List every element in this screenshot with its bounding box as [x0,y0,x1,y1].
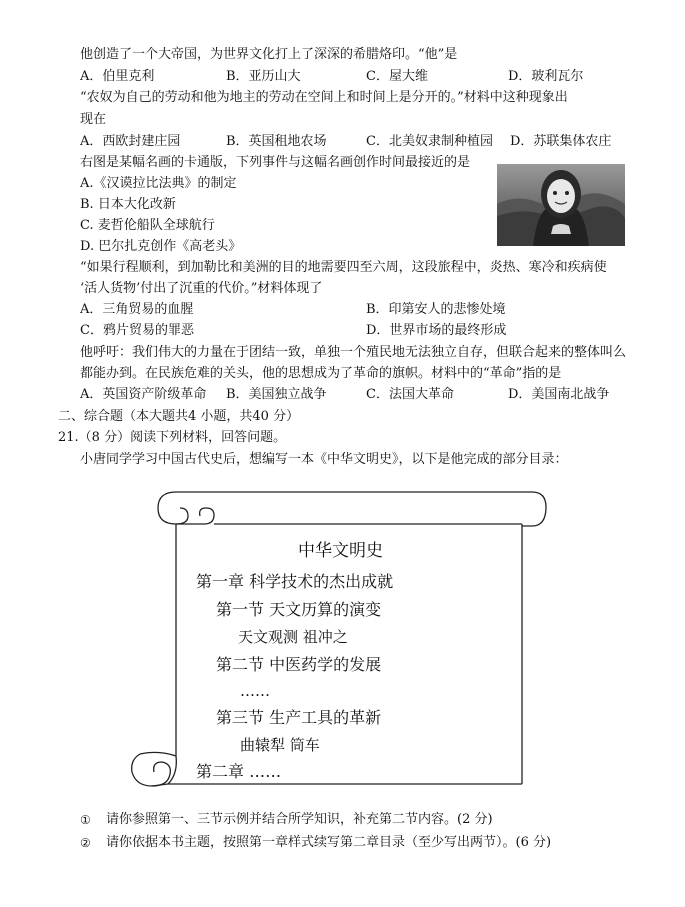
q19-stem-line2: ‘活人货物’付出了沉重的代价。”材料体现了 [80,281,323,296]
q16-option-d: D．玻利瓦尔 [508,69,584,84]
q19-option-b: B．印第安人的悲惨处境 [366,302,506,317]
q17-stem-line2: 现在 [80,112,107,127]
q17-stem-line1: “农奴为自己的劳动和他为地主的劳动在空间上和时间上是分开的。”材料中这种现象出 [80,90,568,105]
toc-section1-items: 天文观测 祖冲之 [238,628,348,646]
toc-section3-items: 曲辕犁 筒车 [240,736,320,754]
toc-section3: 第三节 生产工具的革新 [216,708,382,727]
scroll-title: 中华文明史 [298,541,383,561]
q16-stem: 他创造了一个大帝国，为世界文化打上了深深的希腊烙印。“他”是 [80,47,458,62]
q21-intro: 小唐同学学习中国古代史后，想编写一本《中华文明史》，以下是他完成的部分目录： [80,452,568,467]
q16-option-c: C．屋大维 [366,69,428,84]
q21-sub2-mark: ② [80,836,91,850]
q21-sub1: 请你参照第一、三节示例并结合所学知识，补充第二节内容。(2 分) [106,812,493,827]
q17-option-b: B．英国租地农场 [226,134,327,149]
q19-stem-line1: “如果行程顺利，到加勒比和美洲的目的地需要四至六周，这段旅程中，炎热、寒冷和疾病使 [80,260,607,275]
q21-head: 21.（8 分）阅读下列材料，回答问题。 [58,430,287,445]
q18-option-d: D. 巴尔扎克创作《高老头》 [80,239,242,254]
q20-stem-line1: 他呼吁：我们伟大的力量在于团结一致，单独一个殖民地无法独立自存，但联合起来的整体叫么 [80,345,627,360]
q19-option-a: A．三角贸易的血腥 [80,302,194,317]
q18-option-a: A.《汉谟拉比法典》的制定 [80,176,237,191]
q18-option-b: B. 日本大化改新 [80,197,176,212]
q20-option-d: D．美国南北战争 [508,387,610,402]
q18-option-c: C. 麦哲伦船队全球航行 [80,218,215,233]
q16-option-a: A．伯里克利 [80,69,155,84]
q19-option-c: C．鸦片贸易的罪恶 [80,323,194,338]
q21-sub1-mark: ① [80,813,91,827]
q21-sub2: 请你依据本书主题，按照第一章样式续写第二章目录（至少写出两节）。(6 分) [106,835,552,850]
q17-option-d: D．苏联集体农庄 [510,134,612,149]
toc-section2: 第二节 中医药学的发展 [216,655,382,674]
cartoon-painting-image [497,164,625,246]
q20-stem-line2: 都能办到。在民族危难的关头，他的思想成为了革命的旗帜。材料中的“革命”指的是 [80,366,562,381]
q20-option-a: A．英国资产阶级革命 [80,387,207,402]
q18-stem: 右图是某幅名画的卡通版，下列事件与这幅名画创作时间最接近的是 [80,155,471,170]
q20-option-c: C．法国大革命 [366,387,454,402]
toc-section1: 第一节 天文历算的演变 [216,600,382,619]
q17-option-c: C．北美奴隶制种植园 [366,134,493,149]
q17-option-a: A．西欧封建庄园 [80,134,181,149]
toc-chapter2: 第二章 …… [196,762,282,781]
q19-option-d: D．世界市场的最终形成 [366,323,507,338]
toc-section2-items: …… [240,682,270,700]
q16-option-b: B．亚历山大 [226,69,301,84]
section-heading: 二、综合题（本大题共4 小题，共40 分） [58,409,300,424]
q20-option-b: B．美国独立战争 [226,387,327,402]
toc-chapter1: 第一章 科学技术的杰出成就 [196,572,394,591]
